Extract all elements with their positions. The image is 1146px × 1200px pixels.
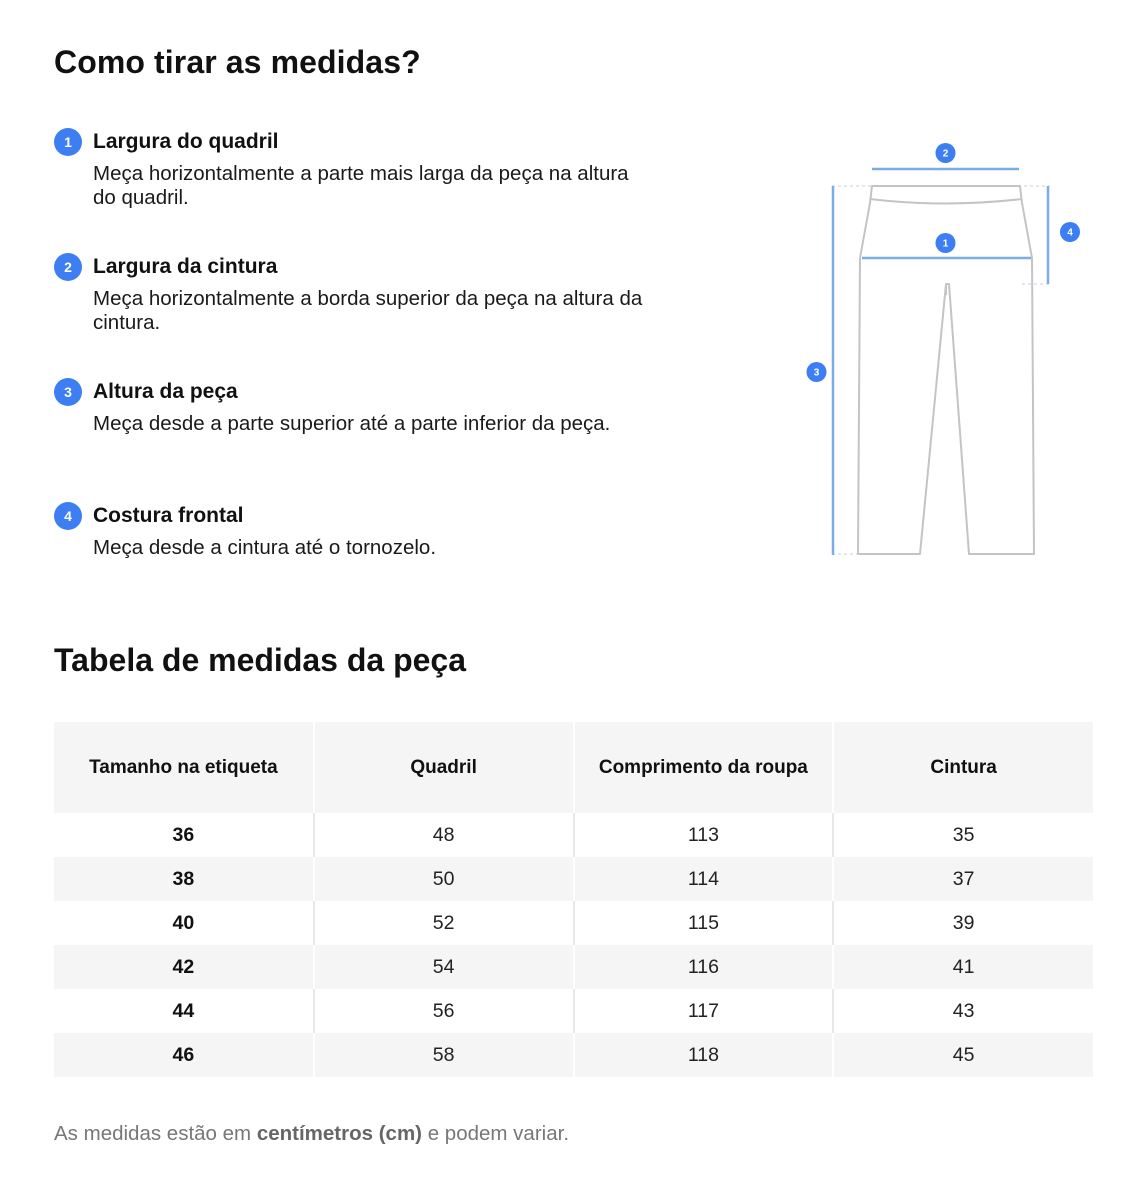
marker-label: 2 (942, 148, 949, 160)
cell-waist: 43 (833, 989, 1093, 1033)
step-number-badge: 1 (54, 128, 82, 156)
marker-label: 3 (813, 367, 820, 379)
marker-height (807, 362, 827, 382)
marker-waist (936, 143, 956, 163)
cell-hip: 54 (314, 945, 574, 989)
step-description: Meça desde a cintura até o tornozelo. (93, 536, 437, 559)
cell-hip: 58 (314, 1033, 574, 1077)
cell-waist: 45 (833, 1033, 1093, 1077)
step-title: Largura da cintura (93, 255, 278, 278)
table-row (54, 901, 1093, 945)
size-table (54, 722, 1093, 1077)
step-number-badge: 4 (54, 502, 82, 530)
cell-waist: 37 (833, 857, 1093, 901)
cell-waist: 41 (833, 945, 1093, 989)
table-row (54, 813, 1093, 857)
column-header-waist: Cintura (833, 722, 1093, 813)
cell-waist: 35 (833, 813, 1093, 857)
cell-size: 36 (54, 813, 314, 857)
step-description: Meça horizontalmente a borda superior da peça na altura da cintura. (93, 287, 643, 334)
cell-length: 116 (574, 945, 834, 989)
cell-size: 46 (54, 1033, 314, 1077)
table-row (54, 1033, 1093, 1077)
table-row (54, 945, 1093, 989)
marker-front-seam (1060, 222, 1080, 242)
step-number-badge: 2 (54, 253, 82, 281)
step-title: Altura da peça (93, 380, 238, 403)
table-row (54, 989, 1093, 1033)
table-title: Tabela de medidas da peça (54, 642, 467, 678)
marker-hip (936, 233, 956, 253)
cell-size: 40 (54, 901, 314, 945)
cell-hip: 50 (314, 857, 574, 901)
pants-diagram-svg (800, 135, 1090, 565)
cell-length: 113 (574, 813, 834, 857)
cell-hip: 52 (314, 901, 574, 945)
step-description: Meça desde a parte superior até a parte inferior da peça. (93, 412, 611, 435)
cell-length: 115 (574, 901, 834, 945)
pants-measurement-diagram (800, 135, 1090, 565)
cell-size: 44 (54, 989, 314, 1033)
cell-hip: 48 (314, 813, 574, 857)
marker-label: 1 (942, 238, 949, 250)
cell-length: 117 (574, 989, 834, 1033)
note-suffix: e podem variar. (422, 1122, 570, 1145)
step-title: Costura frontal (93, 504, 244, 527)
note-prefix: As medidas estão em (54, 1122, 257, 1145)
step-number-badge: 3 (54, 378, 82, 406)
units-note (54, 1122, 569, 1146)
cell-length: 114 (574, 857, 834, 901)
note-units: centímetros (cm) (256, 1122, 423, 1145)
cell-size: 42 (54, 945, 314, 989)
column-header-hip: Quadril (314, 722, 574, 813)
column-header-size: Tamanho na etiqueta (54, 722, 314, 813)
column-header-length: Comprimento da roupa (574, 722, 834, 813)
step-title: Largura do quadril (93, 130, 279, 153)
step-description: Meça horizontalmente a parte mais larga da peça na altura do quadril. (93, 162, 629, 209)
cell-length: 118 (574, 1033, 834, 1077)
cell-hip: 56 (314, 989, 574, 1033)
marker-label: 4 (1067, 227, 1073, 239)
cell-size: 38 (54, 857, 314, 901)
table-header-row (54, 722, 1093, 813)
cell-waist: 39 (833, 901, 1093, 945)
table-row (54, 857, 1093, 901)
page-title: Como tirar as medidas? (54, 44, 421, 80)
